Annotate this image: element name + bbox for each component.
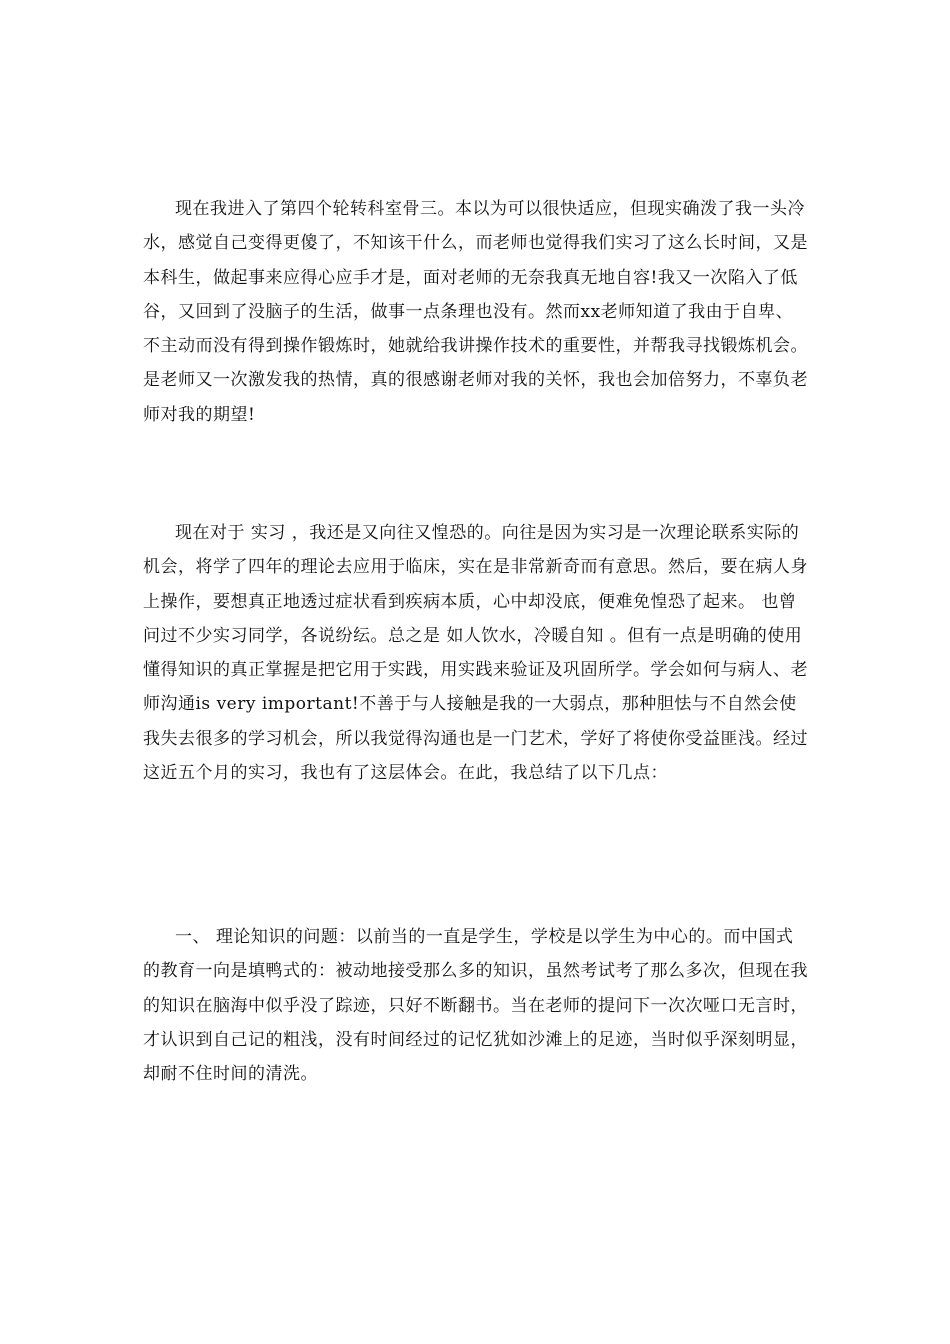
paragraph-internship-feelings: 现在对于 实习 ，我还是又向往又惶恐的。向往是因为实习是一次理论联系实际的机会，将学了四年的理论去应用于临床，实在是非常新奇而有意思。然后，要在病人身上操作，要想真正地透过症状看到疾病本质，心中却没底，便难免惶恐了起来。 也曾问过不少实习同学，各说纷纭。总之是 如人饮水，冷暖自知 。但有一点是明确的使用懂得知识的真正掌握是把它用于实践，用实践来验证及巩固所学。学会如何与病人、老师沟通is very important!不善于与人接触是我的一大弱点，那种胆怯与不自然会使我失去很多的学习机会，所以我觉得沟通也是一门艺术，学好了将使你受益匪浅。经过这近五个月的实习，我也有了这层体会。在此，我总结了以下几点： (143, 523, 808, 784)
paragraph-theory-knowledge: 一、 理论知识的问题：以前当的一直是学生，学校是以学生为中心的。而中国式的教育一向是填鸭式的：被动地接受那么多的知识，虽然考试考了那么多次，但现在我的知识在脑海中似乎没了踪迹，只好不断翻书。当在老师的提问下一次次哑口无言时，才认识到自己记的粗浅，没有时间经过的记忆犹如沙滩上的足迹，当时似乎深刻明显，却耐不住时间的清洗。 (143, 927, 808, 1085)
paragraph-rotation-experience: 现在我进入了第四个轮转科室骨三。本以为可以很快适应，但现实确泼了我一头冷水，感觉自己变得更傻了，不知该干什么，而老师也觉得我们实习了这么长时间，又是本科生，做起事来应得心应手才是，面对老师的无奈我真无地自容!我又一次陷入了低谷，又回到了没脑子的生活，做事一点条理也没有。然而xx老师知道了我由于自卑、不主动而没有得到操作锻炼时，她就给我讲操作技术的重要性，并帮我寻找锻炼机会。是老师又一次激发我的热情，真的很感谢老师对我的关怀，我也会加倍努力，不辜负老师对我的期望! (143, 199, 808, 425)
